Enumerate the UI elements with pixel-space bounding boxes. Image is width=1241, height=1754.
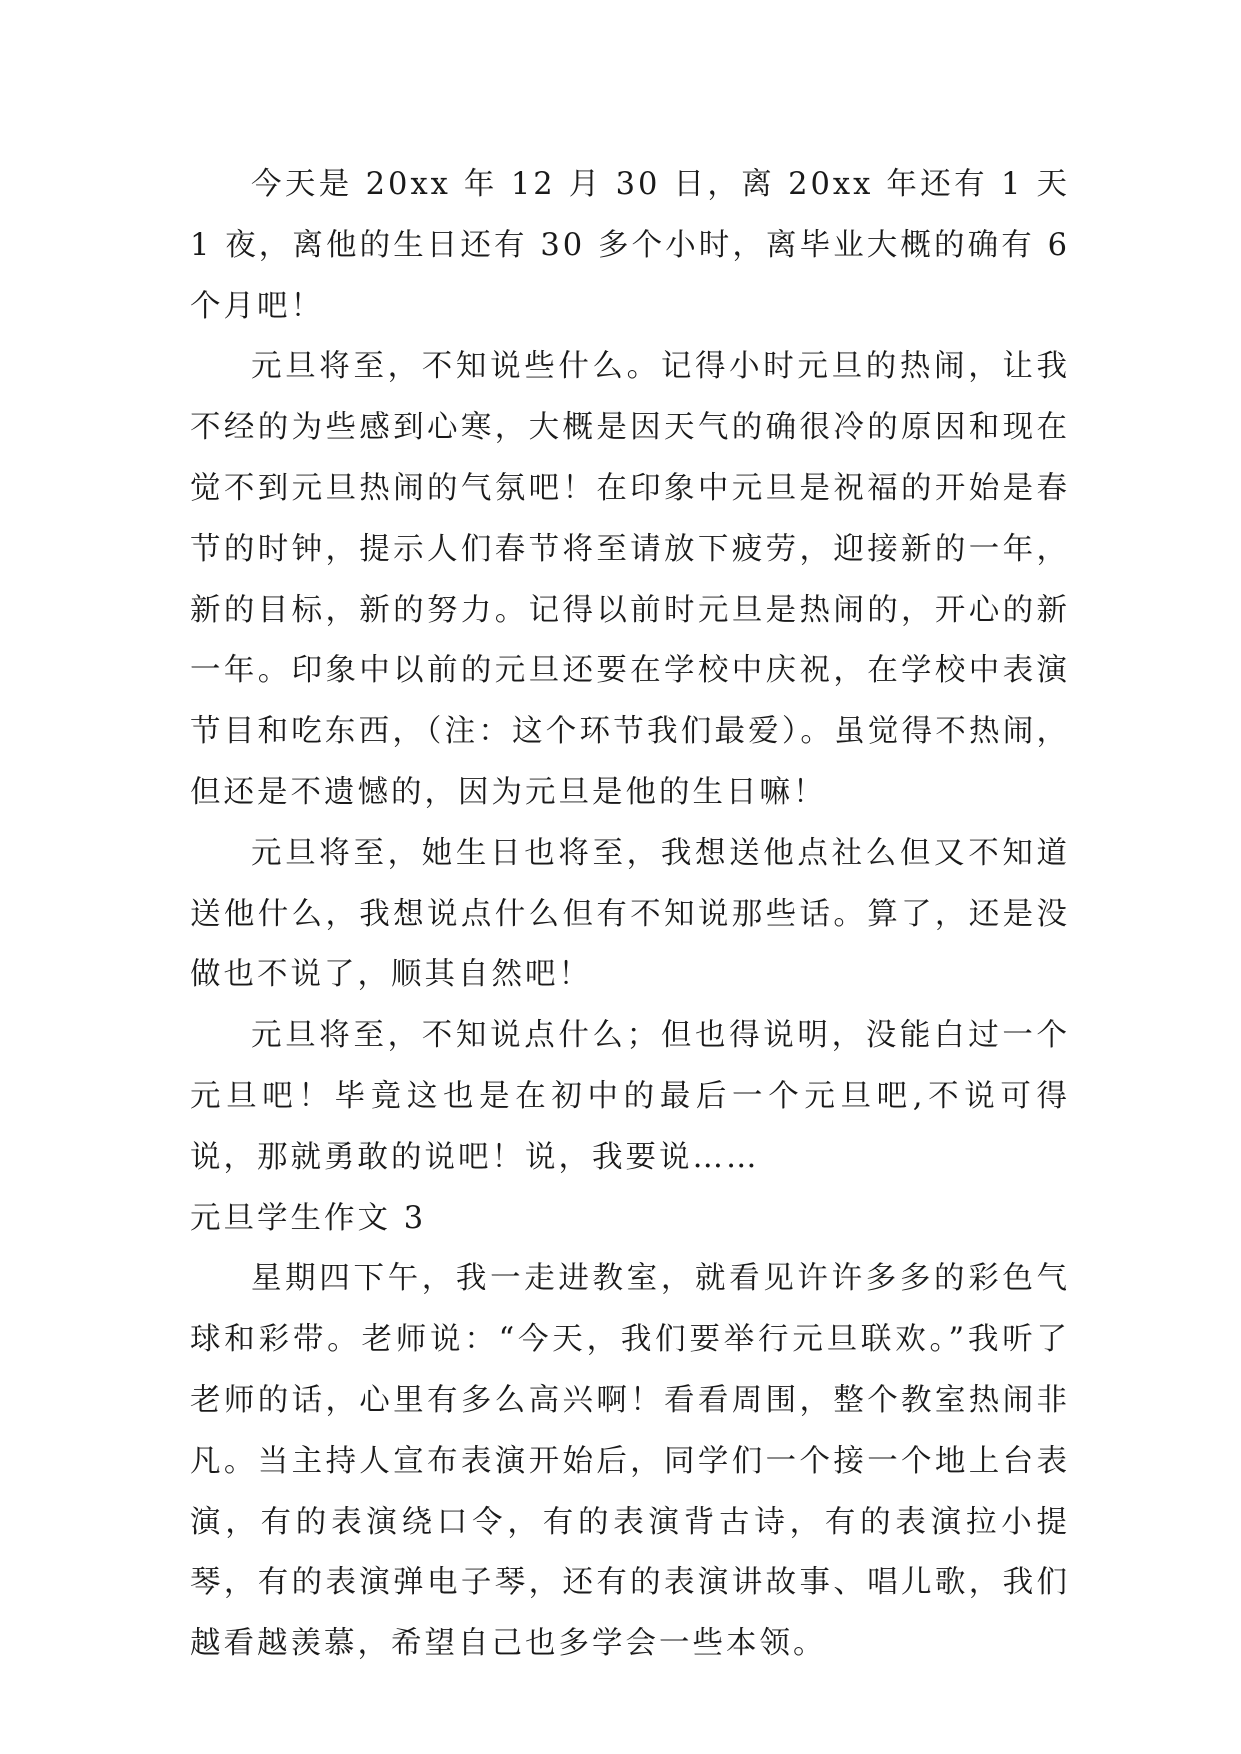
section-heading: 元旦学生作文 3 bbox=[190, 1200, 427, 1236]
paragraph-birthday-gift: 元旦将至，她生日也将至，我想送他点社么但又不知道送他什么，我想说点什么但有不知说那些话。算了，还是没做也不说了，顺其自然吧！ bbox=[190, 835, 1070, 993]
paragraph-party: 星期四下午，我一走进教室，就看见许许多多的彩色气球和彩带。老师说：“今天，我们要举行元旦联欢。”我听了老师的话，心里有多么高兴啊！看看周围，整个教室热闹非凡。当主持人宣布表演开始后，同学们一个接一个地上台表演，有的表演绕口令，有的表演背古诗，有的表演拉小提琴，有的表演弹电子琴，还有的表演讲故事、唱儿歌，我们越看越羡慕，希望自己也多学会一些本领。 bbox=[190, 1261, 1070, 1662]
paragraph-date: 今天是 20xx 年 12 月 30 日，离 20xx 年还有 1 天 1 夜，离他的生日还有 30 多个小时，离毕业大概的确有 6 个月吧！ bbox=[190, 167, 1070, 324]
document-page bbox=[190, 155, 1070, 1675]
paragraph-brave-speak: 元旦将至，不知说点什么；但也得说明，没能白过一个元旦吧！毕竟这也是在初中的最后一个元旦吧,不说可得说，那就勇敢的说吧！说，我要说…… bbox=[190, 1018, 1070, 1175]
paragraph-new-year-memories: 元旦将至，不知说些什么。记得小时元旦的热闹，让我不经的为些感到心寒，大概是因天气的确很冷的原因和现在觉不到元旦热闹的气氛吧！在印象中元旦是祝福的开始是春节的时钟，提示人们春节将至请放下疲劳，迎接新的一年，新的目标，新的努力。记得以前时元旦是热闹的，开心的新一年。印象中以前的元旦还要在学校中庆祝，在学校中表演节目和吃东西，（注：这个环节我们最爱）。虽觉得不热闹，但还是不遗憾的，因为元旦是他的生日嘛！ bbox=[190, 349, 1070, 810]
